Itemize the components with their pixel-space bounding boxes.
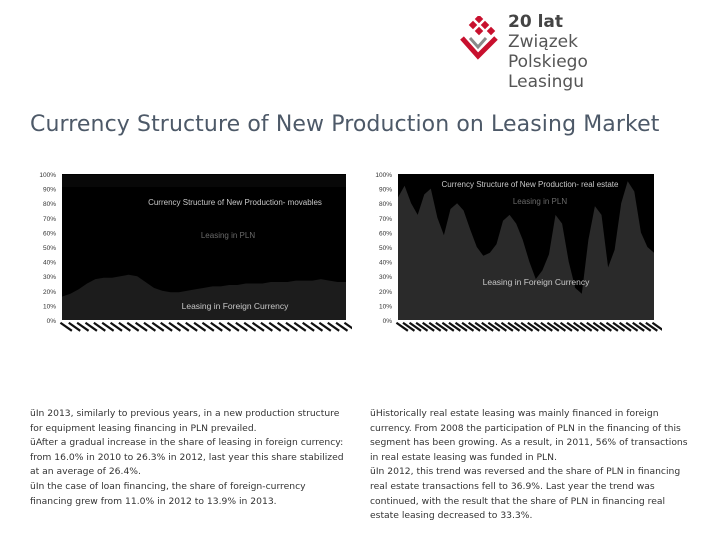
x-tick-label bbox=[540, 322, 553, 332]
x-tick-label bbox=[527, 322, 540, 332]
chart-svg bbox=[30, 168, 352, 346]
y-tick-label: 60% bbox=[42, 230, 56, 238]
y-tick-label: 90% bbox=[378, 186, 392, 194]
logo-line-2: Związek Polskiego bbox=[508, 32, 588, 72]
right-text-block bbox=[370, 407, 690, 524]
x-tick-label bbox=[461, 322, 474, 332]
y-tick-label: 30% bbox=[42, 274, 56, 282]
label-pln: Leasing in PLN bbox=[512, 197, 568, 206]
logo-mark-icon bbox=[458, 16, 500, 62]
x-tick-label bbox=[501, 322, 514, 332]
x-tick-label bbox=[626, 322, 639, 332]
x-tick-label bbox=[396, 322, 409, 332]
y-tick-label: 60% bbox=[378, 230, 392, 238]
x-tick-label bbox=[645, 322, 658, 332]
x-tick-label bbox=[429, 322, 442, 332]
x-tick-label bbox=[402, 322, 415, 332]
x-tick-label bbox=[409, 322, 422, 332]
left-text-block bbox=[30, 407, 350, 509]
x-tick-label bbox=[593, 322, 606, 332]
x-tick-label bbox=[619, 322, 632, 332]
y-tick-label: 70% bbox=[42, 215, 56, 223]
x-tick-label bbox=[494, 322, 507, 332]
x-tick-label bbox=[448, 322, 461, 332]
x-tick-label bbox=[632, 322, 645, 332]
x-tick-label bbox=[586, 322, 599, 332]
x-tick-label bbox=[455, 322, 468, 332]
left-bullet-3: üIn the case of loan financing, the share of foreign-currency financing grew from 11.0% in 2012 to 13.9% in 2013. bbox=[30, 480, 306, 507]
label-foreign-currency: Leasing in Foreign Currency bbox=[181, 301, 289, 311]
y-tick-label: 50% bbox=[378, 245, 392, 252]
x-tick-label bbox=[514, 322, 527, 332]
left-bullet-1: üIn 2013, similarly to previous years, in a new production structure for equipment leasing financing in PLN prevailed. bbox=[30, 408, 340, 434]
x-tick-label bbox=[566, 322, 579, 332]
x-tick-label bbox=[560, 322, 573, 332]
chart-title: Currency Structure of New Production- movables bbox=[148, 198, 322, 207]
y-tick-label: 40% bbox=[378, 259, 392, 267]
right-bullet-1: üHistorically real estate leasing was mainly financed in foreign currency. From 2008 the participation of PLN in the financing of this segment has been growing. As a result, in 2011, 56% of transactions in real estate leasing was funded in PLN. bbox=[370, 408, 688, 463]
x-tick-label bbox=[553, 322, 566, 332]
x-tick-label bbox=[606, 322, 619, 332]
y-tick-label: 0% bbox=[382, 318, 392, 325]
page-title: Currency Structure of New Production on Leasing Market bbox=[30, 112, 660, 137]
logo bbox=[458, 12, 658, 92]
x-tick-label bbox=[415, 322, 428, 332]
y-tick-label: 30% bbox=[378, 274, 392, 282]
x-tick-label bbox=[521, 322, 534, 332]
chart-movables bbox=[30, 168, 352, 346]
y-tick-label: 20% bbox=[378, 288, 392, 296]
y-tick-label: 80% bbox=[42, 201, 56, 209]
y-tick-label: 10% bbox=[42, 303, 56, 311]
y-tick-label: 90% bbox=[42, 186, 56, 194]
x-tick-label bbox=[534, 322, 547, 332]
y-tick-label: 40% bbox=[42, 259, 56, 267]
y-tick-label: 50% bbox=[42, 245, 56, 252]
y-tick-label: 20% bbox=[42, 288, 56, 296]
right-bullet-2: üIn 2012, this trend was reversed and the share of PLN in financing real estate transactions fell to 36.9%. Last year the trend was continued, with the result that the share of PLN in financing real estate leasing decreased to 33.3%. bbox=[370, 466, 681, 522]
x-tick-label bbox=[475, 322, 488, 332]
y-tick-label: 0% bbox=[46, 318, 56, 325]
x-tick-label bbox=[468, 322, 481, 332]
logo-line-3: Leasingu bbox=[508, 72, 584, 92]
y-tick-label: 70% bbox=[378, 215, 392, 223]
x-tick-label bbox=[435, 322, 448, 332]
x-tick-label bbox=[547, 322, 560, 332]
y-tick-label: 80% bbox=[378, 201, 392, 209]
chart-svg bbox=[362, 168, 662, 346]
chart-real-estate bbox=[362, 168, 662, 346]
x-tick-label bbox=[488, 322, 501, 332]
y-tick-label: 100% bbox=[375, 172, 392, 179]
x-tick-label bbox=[422, 322, 435, 332]
label-pln: Leasing in PLN bbox=[200, 231, 256, 240]
x-tick-label bbox=[481, 322, 494, 332]
label-foreign-currency: Leasing in Foreign Currency bbox=[482, 277, 590, 287]
x-tick-label bbox=[639, 322, 652, 332]
x-tick-label bbox=[573, 322, 586, 332]
y-tick-label: 100% bbox=[39, 172, 56, 179]
x-tick-label bbox=[612, 322, 625, 332]
chart-title: Currency Structure of New Production- real estate bbox=[441, 180, 619, 189]
left-bullet-2: üAfter a gradual increase in the share of leasing in foreign currency: from 16.0% in 2010 to 26.3% in 2012, last year this share stabilized at an average of 26.4%. bbox=[30, 437, 344, 478]
x-tick-label bbox=[507, 322, 520, 332]
logo-line-1: 20 lat bbox=[508, 12, 564, 32]
x-tick-label bbox=[580, 322, 593, 332]
x-tick-label bbox=[442, 322, 455, 332]
y-tick-label: 10% bbox=[378, 303, 392, 311]
x-tick-label bbox=[599, 322, 612, 332]
